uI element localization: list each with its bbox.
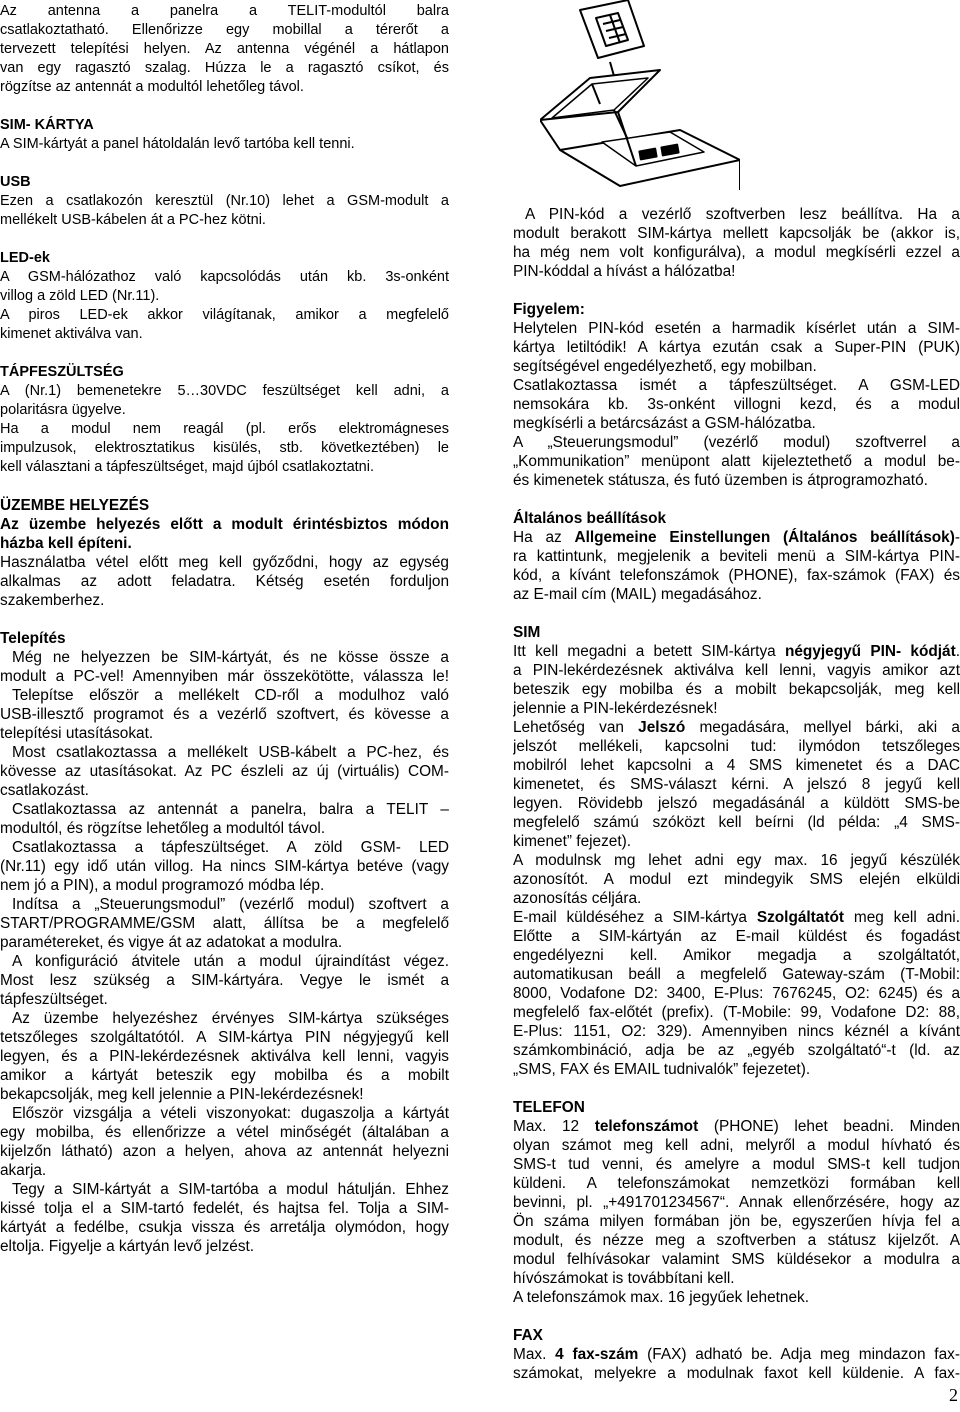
left-text-line: modultól, és rögzítse lehetőleg a modultól távol. (0, 820, 326, 837)
right-text-line: 8000, Vodafone D2: 3400, E-Plus: 7676245, O2: 6245) és a (513, 985, 960, 1002)
left-text-line: eltolja. Figyelje a kártyán levő jelzést. (0, 1238, 255, 1255)
right-text-line: azonosítót. A modul ezt mindegyik SMS elején elküldi (513, 871, 960, 888)
right-text-line: Ön száma milyen formában jön be, egyszerűen hívja fel a (513, 1213, 960, 1230)
right-text-line: SIM (513, 624, 541, 641)
left-text-line: tetszőleges szolgáltatótól. A SIM-kártya PIN négyjegyű kell (0, 1029, 449, 1046)
left-text-line: USB (0, 174, 31, 190)
right-text-line: jelszót mellékeli, kapcsolni tud: ilymódon tetszőleges (513, 738, 960, 755)
right-text-line: Max. 12 telefonszámot (PHONE) lehet beadni. Minden (513, 1118, 960, 1135)
left-text-line: kissé tolja el a SIM-tartó fedelét, és hajtsa fel. Tolja a SIM- (0, 1200, 449, 1217)
right-text-line: megkísérli a betárcsázást a GSM-hálózatba. (513, 415, 816, 432)
right-text-line: Általános beállítások (513, 510, 667, 527)
right-text-line: modult, és nézze meg a szoftverben a státusz kijelzőt. A (513, 1232, 960, 1249)
left-text-line: nem jó a PIN), a modul programozó módba lép. (0, 877, 325, 894)
left-text-line: START/PROGRAMME/GSM alatt, állítsa be a megfelelő (0, 915, 449, 932)
right-text-line: kártya letiltódik! A kártya ezután csak a Super-PIN (PUK) (513, 339, 960, 356)
right-text-line: Figyelem: (513, 301, 585, 318)
right-text-line: engedélyezni kell. Amikor megadja a szolgáltatót, (513, 947, 960, 964)
left-text-line: Most csatlakoztassa a mellékelt USB-kábelt a PC-hez, és (12, 744, 449, 761)
left-text-line: alkalmas az adott feladatra. Kétség esetén forduljon (0, 573, 449, 590)
right-text-line: E-Plus: 1151, O2: 329). Amennyiben nincs kéznél a kívánt (513, 1023, 960, 1040)
left-text-line: legyen, és a PIN-lekérdezésnek aktiválva kell lenni, vagyis (0, 1048, 449, 1065)
left-text-line: Még ne helyezzen be SIM-kártyát, és ne kösse össze a (12, 649, 449, 666)
left-text-line: Csatlakoztassa a tápfeszültséget. A zöld GSM- LED (12, 839, 449, 856)
left-text-line: tervezett telepítési helyen. Az antenna végénél a hátlapon (0, 41, 449, 57)
right-text-line: modult berakott SIM-kártya mellett kapcsolják be (akkor is, (513, 225, 960, 242)
right-text-line: E-mail küldéséhez a SIM-kártya Szolgáltatót meg kell adni. (513, 909, 960, 926)
left-text-line: kell választani a tápfeszültséget, majd újból csatlakoztatni. (0, 459, 374, 475)
right-text-line: Ha az Allgemeine Einstellungen (Általános beállítások)- (513, 529, 960, 546)
left-text-line: kövesse az utasításokat. Az PC észleli az új (virtuális) COM- (0, 763, 449, 780)
left-text-line: A GSM-hálózathoz való kapcsolódás után kb. 3s-onként (0, 269, 449, 285)
left-text-line: Az üzembe helyezés előtt a modult érintésbiztos módon (0, 516, 449, 533)
left-text-line: TÁPFESZÜLTSÉG (0, 364, 124, 380)
left-text-line: (Nr.11) egy idő után villog. Ha nincs SIM-kártya betéve (vagy (0, 858, 449, 875)
left-text-line: tápfeszültséget. (0, 991, 108, 1008)
right-text-line: A „Steuerungsmodul” (vezérlő modul) szoftverrel a (513, 434, 960, 451)
right-text-line: Lehetőség van Jelszó megadására, mellyel bárki, aki a (513, 719, 960, 736)
left-text-line: kártyát a fedélbe, csukja vissza és arretálja olymódon, hogy (0, 1219, 449, 1236)
right-text-line: küldeni. A telefonszámokat nemzetközi formában kell (513, 1175, 960, 1192)
left-text-line: villog a zöld LED (Nr.11). (0, 288, 160, 304)
right-text-line: megfelelő fax-előtét (prefix). (T-Mobile: 99, Vodafone D2: 88, (513, 1004, 960, 1021)
right-text-line: A telefonszámok max. 16 jegyűek lehetnek. (513, 1289, 810, 1306)
left-text-line: Az üzembe helyezéshez érvényes SIM-kártya szükséges (12, 1010, 449, 1027)
right-text-line: „Kommunikation” menüpont alatt kijeleztethető a modul be- (513, 453, 960, 470)
right-text-line: legyen. Rövidebb jelszó megadásánál a küldött SMS-be (513, 795, 960, 812)
left-text-line: paramétereket, és vigye át az adatokat a modulra. (0, 934, 343, 951)
right-text-line: a PIN-lekérdezésnek aktiválva kell lenni, vagyis amikor azt (513, 662, 960, 679)
left-text-line: ÜZEMBE HELYEZÉS (0, 497, 150, 514)
left-text-line: USB-illesztő programot és a vezérlő szoftvert, és kövesse a (0, 706, 449, 723)
right-text-line: jelennie a PIN-lekérdezésnek! (513, 700, 718, 717)
right-text-line: nemsokára kb. 3s-onként villogni kezd, és a modul (513, 396, 960, 413)
right-text-line: bevinni, pl. „+491701234567“. Annak ellenőrzésére, hogy az (513, 1194, 960, 1211)
left-text-line: A piros LED-ek akkor világítanak, amikor a megfelelő (0, 307, 449, 323)
right-text-line: Csatlakoztassa ismét a tápfeszültséget. A GSM-LED (513, 377, 960, 394)
right-text-line: mobilról lehet kapcsolni a 4 SMS kimenetet és a DAC (513, 757, 960, 774)
left-text-line: Indítsa a „Steuerungsmodul” (vezérlő modul) szoftvert a (12, 896, 449, 913)
right-text-line: azonosítás céljára. (513, 890, 642, 907)
right-text-line: FAX (513, 1327, 543, 1344)
right-text-line: ra kattintunk, megjelenik a beviteli menü a SIM-kártya PIN- (513, 548, 960, 565)
right-text-line: „SMS, FAX és EMAIL tudnivalók” fejezetet). (513, 1061, 811, 1078)
left-text-line: Csatlakoztassa az antennát a panelra, balra a TELIT – (12, 801, 449, 818)
right-text-line: automatikusan beáll a megfelelő Gateway-szám (T-Mobil: (513, 966, 960, 983)
right-text-line: PIN-kóddal a hívást a hálózatba! (513, 263, 736, 280)
left-text-line: rögzítse az antennát a modultól lehetőleg távol. (0, 79, 304, 95)
left-text-line: A (Nr.1) bemenetekre 5…30VDC feszültséget kell adni, a (0, 383, 449, 399)
left-text-line: Telepítse először a mellékelt CD-ről a modulhoz való (12, 687, 449, 704)
right-text-line: és kimenetek státusza, és futó üzemben is átprogramozható. (513, 472, 928, 489)
right-text-line: Előtte a SIM-kártyán az E-mail küldést és fogadást (513, 928, 960, 945)
right-text-line: hívószámokat is továbbítani kell. (513, 1270, 735, 1287)
right-text-line: Itt kell megadni a betett SIM-kártya négyjegyű PIN- kódját. (513, 643, 960, 660)
left-text-line: Az antenna a panelra a TELIT-modultól balra (0, 3, 449, 19)
left-text-line: bekapcsolják, meg kell jelennie a PIN-lekérdezésnek! (0, 1086, 364, 1103)
right-text-line: Max. 4 fax-szám (FAX) adható be. Adja meg mindazon fax- (513, 1346, 960, 1363)
left-text-line: polaritásra ügyelve. (0, 402, 126, 418)
left-text-line: csatlakoztatható. Ellenőrizze egy mobillal a térerőt a (0, 22, 449, 38)
right-text-line: kód, a kívánt telefonszámok (PHONE), fax-számok (FAX) és (513, 567, 960, 584)
left-text-line: Tegy a SIM-kártyát a SIM-tartóba a modul hátulján. Ehhez (12, 1181, 449, 1198)
right-text-line: kimenetet, és SMS-választ kérni. A jelszó 8 jegyű kell (513, 776, 960, 793)
right-text-line: az E-mail cím (MAIL) megadásához. (513, 586, 762, 603)
right-text-line: A PIN-kód a vezérlő szoftverben lesz beállítva. Ha a (525, 206, 960, 223)
left-text-line: telepítési utasításokat. (0, 725, 154, 742)
left-text-line: csatlakozást. (0, 782, 89, 799)
left-text-line: Ezen a csatlakozón keresztül (Nr.10) lehet a GSM-modult a (0, 193, 449, 209)
left-text-line: szakemberhez. (0, 592, 105, 609)
page-number: 2 (949, 1385, 958, 1405)
right-text-line: kimenet” fejezet). (513, 833, 632, 850)
right-text-line: Helytelen PIN-kód esetén a harmadik kísérlet után a SIM- (513, 320, 960, 337)
left-text-line: Most lesz szükség a SIM-kártyára. Vegye le ismét a (0, 972, 449, 989)
right-text-line: számokat, melyekre a modulnak faxot kell küldenie. A fax- (513, 1365, 960, 1382)
left-text-line: van egy ragasztó szalag. Húzza le a ragasztó csíkot, és (0, 60, 449, 76)
right-text-line: segítségével engedélyezhető, egy mobilban. (513, 358, 817, 375)
left-text-line: A SIM-kártyát a panel hátoldalán levő tartóba kell tenni. (0, 136, 355, 152)
right-text-line: számkombináció, adja be az „egyéb szolgáltató“-t (ld. az (513, 1042, 960, 1059)
left-text-line: amikor a kártyát beteszik egy mobilba és a mobilt (0, 1067, 449, 1084)
right-text-line: A modulnsk mg lehet adni egy max. 16 jegyű készülék (513, 852, 960, 869)
left-text-line: mellékelt USB-kábelen át a PC-hez kötni. (0, 212, 266, 228)
left-text-line: SIM- KÁRTYA (0, 117, 94, 133)
right-text-line: olyan számot meg kell adni, melyről a modul hívható és (513, 1137, 960, 1154)
right-text-line: SMS-t tud venni, és amelyre a modul SMS-t kell tudjon (513, 1156, 960, 1173)
right-text-line: TELEFON (513, 1099, 585, 1116)
left-text-line: Először vizsgálja a vételi viszonyokat: dugaszolja a kártyát (12, 1105, 449, 1122)
right-text-line: megfelelő számú szóközt kell beírni (ld példa: „4 SMS- (513, 814, 960, 831)
left-text-line: Telepítés (0, 630, 66, 647)
right-text-line: modul felhívásokar valamint SMS küldésekor a modulra a (513, 1251, 960, 1268)
left-text-line: Ha a modul nem reagál (pl. erős elektromágneses (0, 421, 449, 437)
left-text-line: házba kell építeni. (0, 535, 132, 552)
left-text-line: impulzusok, elektrosztatikus kisülés, stb. következtében) le (0, 440, 449, 456)
left-text-line: Használatba vétel előtt meg kell győződni, hogy az egység (0, 554, 449, 571)
right-text-line: beteszik egy mobilba és a mobilt bekapcsolják, meg kell (513, 681, 960, 698)
left-text-line: LED-ek (0, 250, 50, 266)
right-text-line: ha még nem volt konfigurálva), a modul megkísérli ezzel a (513, 244, 960, 261)
sim-holder-illustration (540, 0, 740, 190)
left-text-line: A konfiguráció átvitele után a modul újraindítást végez. (12, 953, 449, 970)
left-text-line: akarja. (0, 1162, 47, 1179)
left-text-line: modult a PC-vel! Amennyiben már összekötötte, válassza le! (0, 668, 449, 685)
left-text-line: kimenet aktiválva van. (0, 326, 143, 342)
left-text-line: kijelzőn látható) azon a helyen, ahova az antennát helyezni (0, 1143, 449, 1160)
left-text-line: egy mobilba, és ellenőrizze a vétel minőségét (általában a (0, 1124, 449, 1141)
